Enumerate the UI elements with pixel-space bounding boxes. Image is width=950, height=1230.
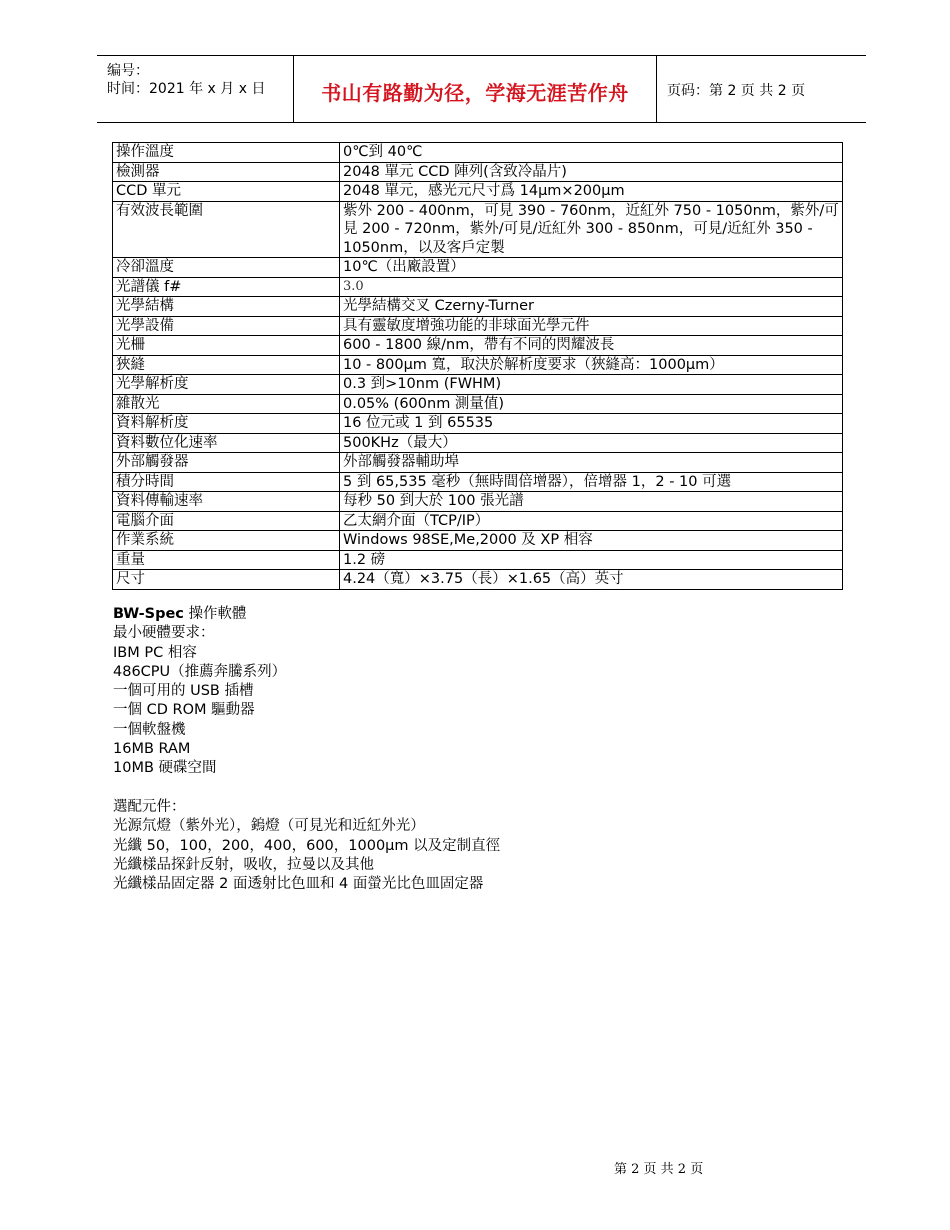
spec-row <box>113 336 843 356</box>
spec-row <box>113 162 843 182</box>
spec-key: 重量 <box>113 550 340 570</box>
footer-page-number: 第 2 页 共 2 页 <box>614 1162 704 1177</box>
spec-key: 積分時間 <box>113 472 340 492</box>
spec-value: 乙太網介面（TCP/IP） <box>340 511 843 531</box>
min-req-item: IBM PC 相容 <box>113 644 197 661</box>
spec-row <box>113 414 843 434</box>
spec-key: 雜散光 <box>113 394 340 414</box>
spec-key: 資料數位化速率 <box>113 433 340 453</box>
options-label: 選配元件： <box>113 798 186 815</box>
spec-key: 尺寸 <box>113 570 340 590</box>
spec-key: CCD 單元 <box>113 182 340 202</box>
spec-row <box>113 316 843 336</box>
spec-value: 3.0 <box>340 277 843 297</box>
spec-value: 外部觸發器輔助埠 <box>340 453 843 473</box>
spec-key: 操作溫度 <box>113 143 340 163</box>
spec-value: 0℃到 40℃ <box>340 143 843 163</box>
spec-key: 光學設備 <box>113 316 340 336</box>
min-req-item: 一個可用的 USB 插槽 <box>113 683 254 700</box>
spec-value: 2048 單元，感光元尺寸爲 14μm×200μm <box>340 182 843 202</box>
spec-row <box>113 570 843 590</box>
spec-key: 有效波長範圍 <box>113 201 340 258</box>
spec-row <box>113 453 843 473</box>
options-list <box>113 817 500 894</box>
spec-value: 1.2 磅 <box>340 550 843 570</box>
spec-key: 光學解析度 <box>113 375 340 395</box>
spec-table-body <box>113 143 843 590</box>
min-req-item: 10MB 硬碟空間 <box>113 760 217 777</box>
spec-value: 每秒 50 到大於 100 張光譜 <box>340 492 843 512</box>
spec-key: 光柵 <box>113 336 340 356</box>
header-motto-cell <box>294 56 657 122</box>
option-item: 光纖樣品探針反射，吸收，拉曼以及其他 <box>113 856 374 873</box>
spec-row <box>113 143 843 163</box>
page-info: 页码：第 2 页 共 2 页 <box>667 83 806 99</box>
min-req-label: 最小硬體要求： <box>113 625 215 642</box>
spec-row <box>113 511 843 531</box>
spec-value: 2048 單元 CCD 陣列(含致冷晶片) <box>340 162 843 182</box>
spec-row <box>113 433 843 453</box>
min-req-item: 486CPU（推薦奔騰系列） <box>113 663 287 680</box>
spec-row <box>113 355 843 375</box>
min-req-list <box>113 644 500 779</box>
page-header <box>97 55 866 123</box>
software-title-bold: BW-Spec <box>113 606 184 622</box>
spec-key: 光學結構 <box>113 297 340 317</box>
spec-table <box>112 142 843 590</box>
spec-row <box>113 550 843 570</box>
spec-row <box>113 531 843 551</box>
option-item: 光源氘燈（紫外光），鎢燈（可見光和近紅外光） <box>113 818 425 835</box>
spec-key: 外部觸發器 <box>113 453 340 473</box>
spec-key: 資料傳輸速率 <box>113 492 340 512</box>
spec-value: 16 位元或 1 到 65535 <box>340 414 843 434</box>
spec-row <box>113 394 843 414</box>
spec-value: 4.24（寬）×3.75（長）×1.65（高）英寸 <box>340 570 843 590</box>
spec-key: 資料解析度 <box>113 414 340 434</box>
spec-key: 檢測器 <box>113 162 340 182</box>
spec-key: 光譜儀 f# <box>113 277 340 297</box>
spec-value: 0.3 到>10nm (FWHM) <box>340 375 843 395</box>
option-item: 光纖樣品固定器 2 面透射比色皿和 4 面螢光比色皿固定器 <box>113 876 484 893</box>
spec-row <box>113 182 843 202</box>
header-meta-cell <box>97 56 294 122</box>
number-label: 编号： <box>107 63 149 79</box>
spec-row <box>113 297 843 317</box>
min-req-item: 一個 CD ROM 驅動器 <box>113 702 255 719</box>
section-gap <box>113 779 500 798</box>
spec-value: 具有靈敏度增強功能的非球面光學元件 <box>340 316 843 336</box>
spec-value: Windows 98SE,Me,2000 及 XP 相容 <box>340 531 843 551</box>
software-title-rest: 操作軟體 <box>183 606 247 622</box>
spec-row <box>113 277 843 297</box>
spec-key: 冷卻溫度 <box>113 258 340 278</box>
spec-key: 電腦介面 <box>113 511 340 531</box>
min-req-item: 16MB RAM <box>113 741 191 758</box>
spec-value: 10 - 800μm 寬，取決於解析度要求（狹縫高：1000μm） <box>340 355 843 375</box>
spec-row <box>113 258 843 278</box>
spec-value: 紫外 200 - 400nm，可見 390 - 760nm，近紅外 750 - 1050nm，紫外/可見 200 - 720nm，紫外/可見/近紅外 300 - 850nm，可見/近紅外 350 - 1050nm，以及客戶定製 <box>340 201 843 258</box>
spec-key: 狹縫 <box>113 355 340 375</box>
spec-value: 0.05% (600nm 測量值) <box>340 394 843 414</box>
spec-row <box>113 375 843 395</box>
spec-value: 5 到 65,535 毫秒（無時間倍增器），倍增器 1，2 - 10 可選 <box>340 472 843 492</box>
min-req-item: 一個軟盤機 <box>113 721 186 738</box>
spec-key: 作業系統 <box>113 531 340 551</box>
software-section <box>113 605 500 894</box>
time-label: 时间：2021 年 x 月 x 日 <box>107 81 266 97</box>
spec-value: 光學結構交叉 Czerny-Turner <box>340 297 843 317</box>
software-title <box>113 605 500 624</box>
spec-value: 10℃（出廠設置） <box>340 258 843 278</box>
spec-value: 500KHz（最大） <box>340 433 843 453</box>
spec-row <box>113 201 843 258</box>
spec-row <box>113 472 843 492</box>
option-item: 光纖 50，100，200，400，600，1000μm 以及定制直徑 <box>113 837 501 854</box>
spec-row <box>113 492 843 512</box>
motto-text: 书山有路勤为径，学海无涯苦作舟 <box>321 81 629 105</box>
spec-value: 600 - 1800 線/nm，帶有不同的閃耀波長 <box>340 336 843 356</box>
